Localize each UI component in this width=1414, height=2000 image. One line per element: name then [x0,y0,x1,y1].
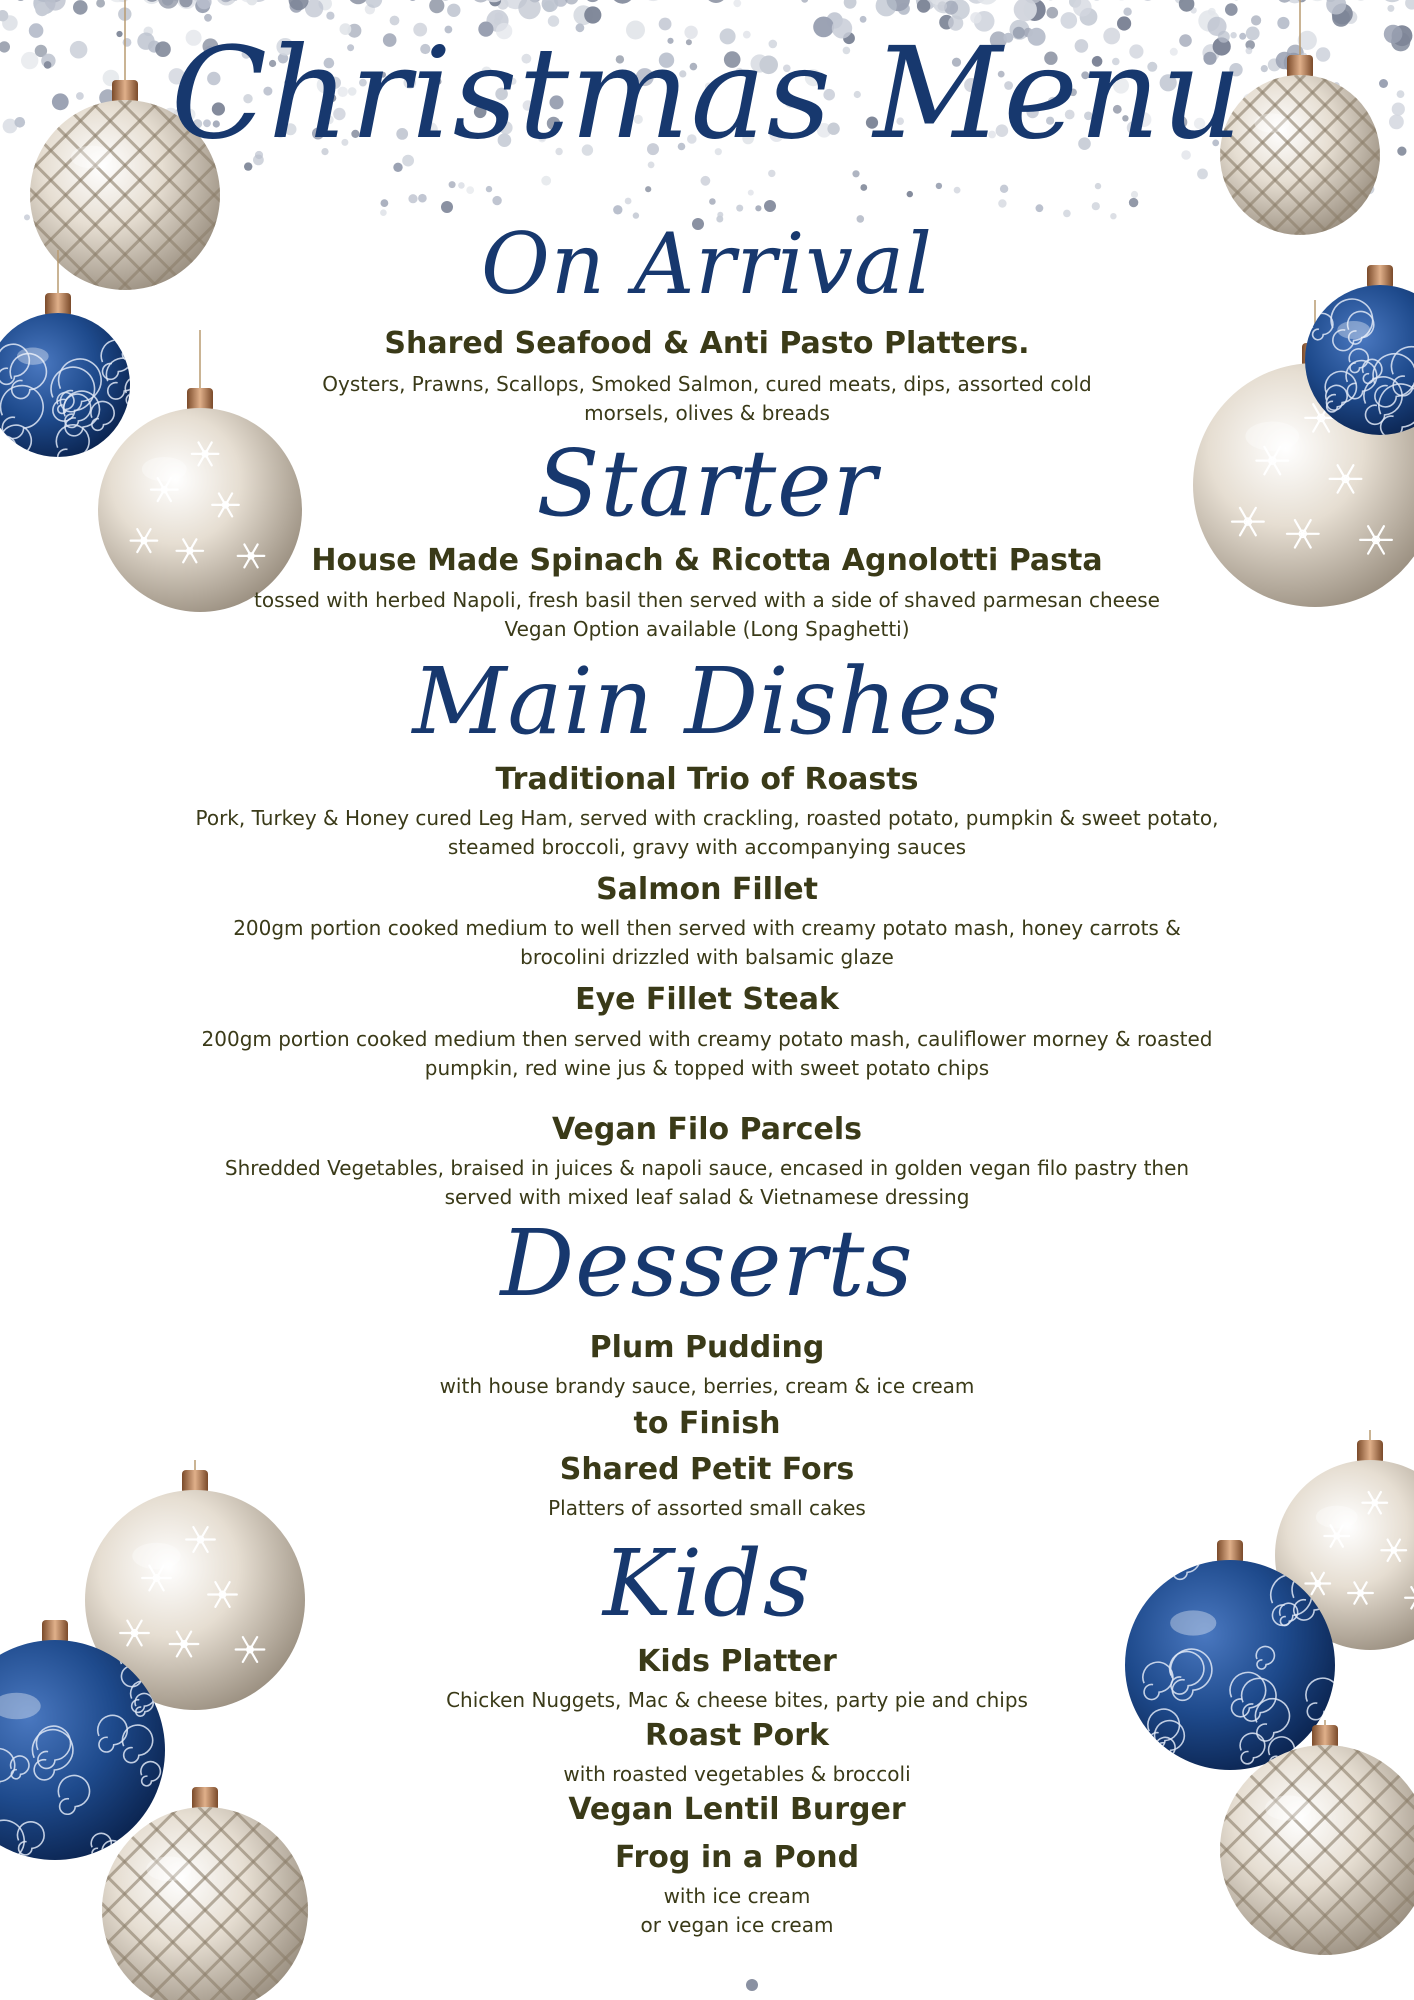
dish-lentil-burger: Vegan Lentil Burger [568,1792,906,1827]
confetti-dot [14,117,25,128]
heading-main-dishes: Main Dishes [412,648,1002,755]
dish-frog-in-a-pond-desc: with ice cream [663,1884,811,1908]
confetti-dot [1353,0,1368,1]
dish-agnolotti-desc: tossed with herbed Napoli, fresh basil then served with a side of shaved parmesan cheese [254,588,1160,612]
confetti-dot [1405,0,1414,10]
menu-content [150,0,1264,2000]
dish-eye-fillet-desc: 200gm portion cooked medium then served with creamy potato mash, cauliflower morney & roasted pumpkin, red wine jus & topped with sweet potato chips [201,1027,1213,1080]
confetti-dot [1392,103,1405,116]
dish-seafood-platters-desc: Oysters, Prawns, Scallops, Smoked Salmon, cured meats, dips, assorted cold morsels, olives & breads [322,372,1092,425]
confetti-dot [0,41,10,52]
dish-petit-fors: Shared Petit Fors [559,1452,855,1487]
dish-agnolotti: House Made Spinach & Ricotta Agnolotti Pasta [311,543,1103,578]
confetti-dot [1387,5,1394,12]
dish-petit-fors-desc: Platters of assorted small cakes [548,1496,866,1520]
dish-eye-fillet: Eye Fillet Steak [575,982,839,1017]
confetti-dot [52,93,69,110]
confetti-dot [123,38,132,47]
dish-agnolotti-vegan: Vegan Option available (Long Spaghetti) [504,617,910,641]
dish-plum-pudding: Plum Pudding [589,1330,825,1365]
dish-seafood-platters: Shared Seafood & Anti Pasto Platters. [384,326,1030,361]
dish-vegan-filo: Vegan Filo Parcels [551,1112,863,1147]
dish-salmon-fillet: Salmon Fillet [596,872,818,907]
confetti-dot [44,61,52,69]
confetti-dot [1397,147,1406,156]
heading-on-arrival: On Arrival [481,215,933,313]
confetti-dot [116,31,122,37]
dish-salmon-fillet-desc: 200gm portion cooked medium to well then served with creamy potato mash, honey carrots & brocolini drizzled with balsamic glaze [233,916,1181,969]
confetti-dot [1389,115,1404,130]
dish-frog-in-a-pond: Frog in a Pond [614,1840,860,1875]
heading-starter: Starter [536,430,878,537]
dish-kids-platter-desc: Chicken Nuggets, Mac & cheese bites, party pie and chips [446,1688,1028,1712]
confetti-dot [1380,0,1404,2]
dish-to-finish: to Finish [633,1406,781,1441]
confetti-dot [24,214,30,220]
dish-kids-platter: Kids Platter [637,1644,837,1679]
confetti-dot [1307,0,1329,1]
dish-trio-of-roasts: Traditional Trio of Roasts [495,762,919,797]
confetti-dot [1384,25,1403,44]
confetti-dot [73,0,88,15]
confetti-dot [21,52,38,69]
confetti-dot [1316,47,1330,61]
menu-title: Christmas Menu [170,20,1244,167]
confetti-dot [1397,90,1405,98]
dish-plum-pudding-desc: with house brandy sauce, berries, cream & ice cream [439,1374,975,1398]
heading-kids: Kids [602,1530,812,1637]
dish-roast-pork-desc: with roasted vegetables & broccoli [563,1762,911,1786]
confetti-dot [70,41,88,59]
dish-trio-of-roasts-desc: Pork, Turkey & Honey cured Leg Ham, served with crackling, roasted potato, pumpkin & sweet potato, steamed broccoli, gravy with accompanying sauces [195,806,1219,859]
confetti-dot [76,92,84,100]
confetti-dot [15,0,27,1]
confetti-dot [1277,17,1289,29]
dish-vegan-filo-desc: Shredded Vegetables, braised in juices & napoli sauce, encased in golden vegan filo pastry then served with mixed leaf salad & Vietnamese dressing [224,1156,1190,1209]
heading-desserts: Desserts [500,1210,914,1317]
dish-frog-in-a-pond-vegan: or vegan ice cream [640,1913,834,1937]
dish-roast-pork: Roast Pork [645,1718,829,1753]
confetti-dot [1379,79,1388,88]
confetti-dot [96,0,105,8]
confetti-dot [29,23,44,38]
